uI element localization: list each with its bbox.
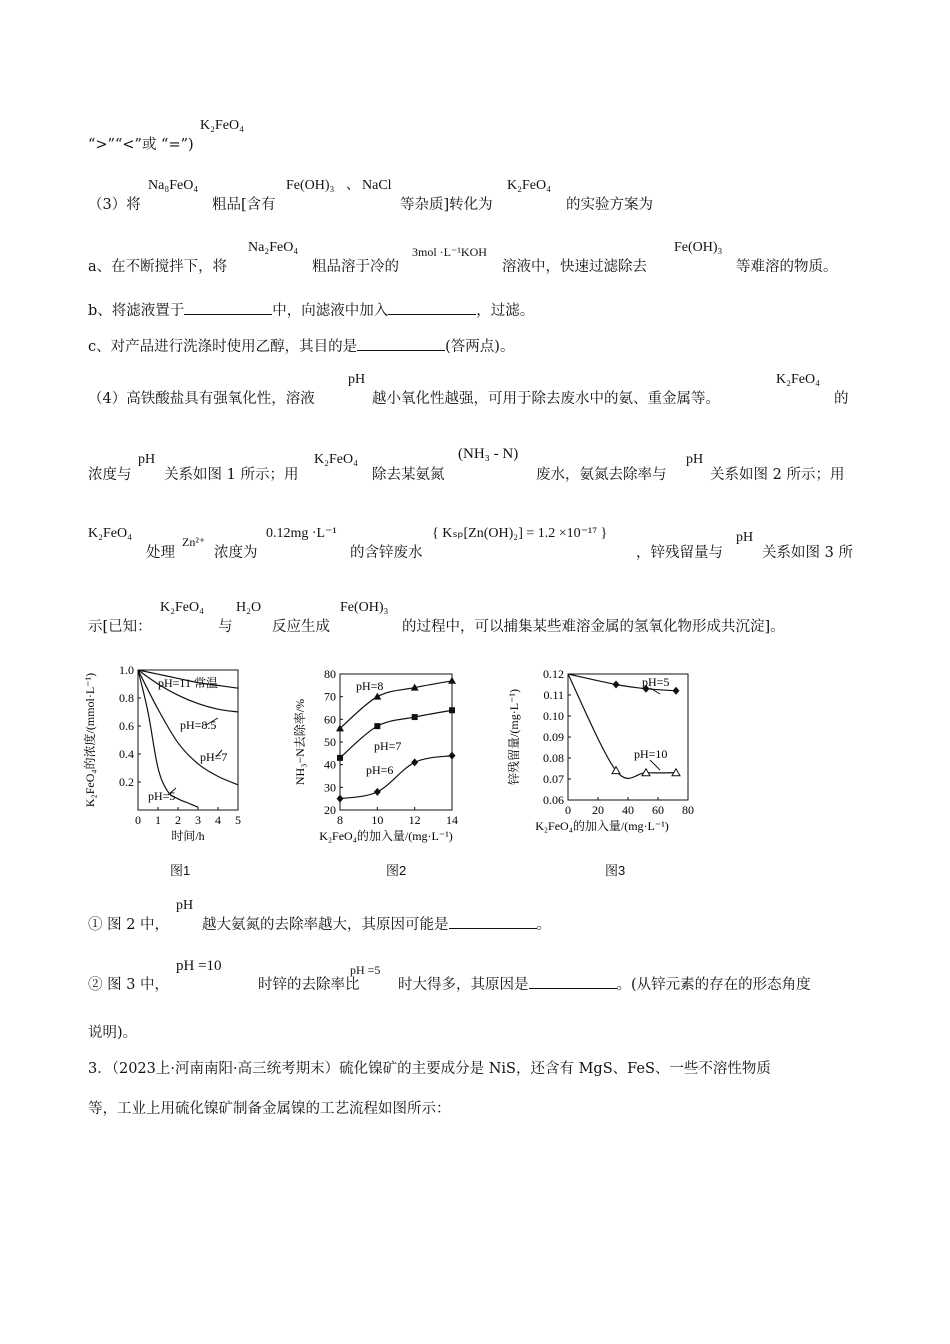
formula-feoh3: Fe(OH)₃	[286, 178, 335, 193]
q4-line2-text-4: 废水，氨氮去除率与	[536, 467, 667, 483]
x-tick-label: 5	[235, 813, 241, 827]
x-tick-label: 8	[337, 813, 343, 827]
series-label: pH=10	[634, 747, 668, 761]
answer-blank-c[interactable]	[357, 338, 445, 351]
data-point	[337, 795, 344, 803]
data-point	[373, 693, 381, 700]
x-tick-label: 80	[682, 803, 694, 817]
data-point	[673, 687, 680, 695]
q4-line3-text-3: 的含锌废水	[350, 545, 423, 561]
x-tick-label: 4	[215, 813, 221, 827]
step-a-text-2: 粗品溶于冷的	[312, 259, 399, 275]
data-point	[448, 677, 456, 684]
figure-1-chart	[80, 660, 260, 850]
formula-ph5: pH =5	[350, 963, 381, 977]
q3-text-4: 的实验方案为	[566, 197, 653, 213]
q4-line1-text-2: 越小氧化性越强，可用于除去废水中的氨、重金属等。	[372, 391, 720, 407]
data-point	[613, 681, 620, 689]
step-b-text-3: ，过滤。	[476, 303, 535, 319]
formula-k2feo4-q4: K₂FeO₄	[776, 372, 820, 387]
q4-line3-text-4: ，锌残留量与	[636, 545, 723, 561]
y-tick-label: 80	[324, 667, 336, 681]
q4-line2-text-5: 关系如图 2 所示；用	[710, 467, 845, 483]
formula-feoh3-a: Fe(OH)₃	[674, 240, 723, 255]
answer-blank-b2[interactable]	[388, 302, 476, 315]
x-tick-label: 60	[652, 803, 664, 817]
q4-line2-text-2: 关系如图 1 所示；用	[164, 467, 299, 483]
answer-blank-sub1[interactable]	[449, 916, 537, 929]
x-tick-label: 1	[155, 813, 161, 827]
figure-3-caption: 图3	[605, 863, 626, 878]
y-tick-label: 30	[324, 780, 336, 795]
y-tick-label: 40	[324, 757, 336, 772]
series-label: pH=8	[356, 679, 384, 693]
formula-ph-sub1: pH	[176, 898, 194, 913]
step-c	[88, 338, 514, 356]
y-tick-label: 1.0	[119, 663, 134, 677]
formula-k2feo4: K₂FeO₄	[507, 178, 551, 193]
sub2-text-4: 。(从锌元素的存在的形态角度	[616, 977, 811, 993]
y-axis-label: NH₃−N去除率/%	[293, 698, 307, 786]
answer-blank-b1[interactable]	[184, 302, 272, 315]
y-tick-label: 0.12	[543, 667, 564, 681]
q4-line4-text-4: 的过程中，可以捕集某些难溶金属的氢氧化物形成共沉淀]。	[402, 619, 785, 635]
x-tick-label: 3	[195, 813, 201, 827]
q4-line3-text-5: 关系如图 3 所	[762, 545, 853, 561]
step-a-text-4: 等难溶的物质。	[736, 259, 838, 275]
step-a-text-3: 溶液中，快速过滤除去	[502, 259, 647, 275]
q3-next-line-2: 等，工业上用硫化镍矿制备金属镍的工艺流程如图所示：	[88, 1101, 451, 1117]
q3-next-line-1: 3．（2023上·河南南阳·高三统考期末）硫化镍矿的主要成分是 NiS，还含有 MgS、FeS、一些不溶性物质	[88, 1061, 771, 1077]
y-tick-label: 0.2	[119, 775, 134, 789]
formula-ksp: { Kₛₚ[Zn(OH)₂] = 1.2 ×10⁻¹⁷ }	[432, 526, 608, 541]
sub1-text-3: 。	[536, 917, 551, 933]
q4-line1-text-3: 的	[834, 391, 849, 407]
formula-feoh3-4: Fe(OH)₃	[340, 600, 389, 615]
formula-ph: pH	[348, 372, 366, 387]
formula-ph-3: pH	[686, 452, 704, 467]
x-tick-label: 14	[446, 813, 458, 827]
sub2-text-5: 说明)。	[88, 1025, 138, 1041]
formula-ph-2: pH	[138, 452, 156, 467]
q3-text-2: 粗品[含有	[212, 197, 276, 213]
q4-line3-text-2: 浓度为	[214, 545, 258, 561]
step-b-text-1: b、将滤液置于	[88, 303, 185, 319]
formula-ph-4: pH	[736, 530, 754, 545]
y-tick-label: 0.07	[543, 772, 564, 786]
y-tick-label: 0.06	[543, 793, 564, 807]
x-axis-label: K₂FeO₄的加入量/(mg·L⁻¹)	[319, 829, 453, 843]
q4-line4-text-1: 示[已知：	[88, 619, 152, 635]
q4-line3-text-1: 处理	[146, 545, 175, 561]
data-point	[449, 752, 456, 760]
series-label: pH=6	[366, 763, 394, 777]
formula-h2o: H₂O	[236, 600, 262, 615]
figure-1-caption: 图1	[170, 863, 191, 878]
x-tick-label: 12	[408, 813, 421, 827]
figure-3-chart	[500, 660, 720, 850]
formula-zn: Zn²⁺	[182, 535, 206, 549]
q3-text-1: （3）将	[88, 197, 141, 213]
sub2-text-1: ② 图 3 中，	[88, 977, 170, 993]
q4-line4-text-2: 与	[218, 619, 233, 635]
data-point	[374, 788, 381, 796]
y-tick-label: 50	[324, 735, 336, 749]
y-tick-label: 0.09	[543, 730, 564, 744]
series-label: pH=8.5	[180, 718, 217, 732]
series-label: pH=7	[200, 750, 228, 764]
data-point	[449, 707, 455, 713]
x-axis-label: K₂FeO₄的加入量/(mg·L⁻¹)	[535, 819, 669, 833]
step-b	[88, 302, 534, 320]
figure-2-chart	[290, 660, 490, 850]
sub2-text-3: 时大得多，其原因是	[398, 977, 529, 993]
y-tick-label: 0.6	[119, 719, 134, 733]
step-c-text-1: c、对产品进行洗涤时使用乙醇，其目的是	[88, 339, 358, 355]
x-tick-label: 10	[371, 813, 384, 827]
x-tick-label: 20	[592, 803, 604, 817]
y-tick-label: 0.11	[543, 688, 564, 702]
data-point	[412, 714, 418, 720]
y-tick-label: 0.8	[119, 691, 134, 705]
formula-conc: 0.12mg ·L⁻¹	[266, 526, 337, 541]
formula-k2feo4-top: K₂FeO₄	[200, 118, 244, 133]
y-tick-label: 60	[324, 712, 336, 727]
data-point	[374, 723, 380, 729]
x-axis-label: 时间/h	[171, 829, 205, 843]
step-c-text-2: (答两点)。	[445, 339, 515, 355]
y-tick-label: 70	[324, 689, 336, 704]
series-label: pH=11 常温	[158, 676, 218, 690]
y-tick-label: 0.10	[543, 709, 564, 723]
q4-line1-text-1: （4）高铁酸盐具有强氧化性，溶液	[88, 391, 315, 407]
q4-line2-text-3: 除去某氨氮	[372, 467, 445, 483]
x-tick-label: 0	[135, 813, 141, 827]
compare-text: “>”“<”或 “=”)	[88, 137, 194, 153]
formula-nh3n: (NH₃ - N)	[458, 446, 519, 462]
formula-na2feo4: Na₂FeO₄	[248, 240, 299, 255]
label-leader	[650, 760, 660, 770]
sub2-text-2: 时锌的去除率比	[258, 977, 360, 993]
series-label: pH=7	[374, 739, 402, 753]
formula-k2feo4-4: K₂FeO₄	[160, 600, 204, 615]
formula-koh: 3mol ·L⁻¹KOH	[412, 245, 487, 259]
sub2-line	[398, 976, 811, 994]
q4-line2-text-1: 浓度与	[88, 467, 132, 483]
sub1-text-2: 越大氨氮的去除率越大，其原因可能是	[202, 917, 449, 933]
formula-nacl: NaCl	[362, 178, 392, 193]
y-tick-label: 0.4	[119, 747, 134, 761]
separator: 、	[346, 178, 360, 193]
plot-frame	[568, 674, 688, 800]
data-point	[411, 758, 418, 766]
formula-k2feo4-3: K₂FeO₄	[88, 526, 132, 541]
y-axis-label: K₂FeO₄的浓度/(mmol·L⁻¹)	[83, 672, 97, 808]
series-label: pH=5	[148, 789, 176, 803]
formula-ph10: pH =10	[176, 958, 222, 974]
x-tick-label: 0	[565, 803, 571, 817]
data-point	[337, 755, 343, 761]
x-tick-label: 2	[175, 813, 181, 827]
step-a-text-1: a、在不断搅拌下，将	[88, 259, 228, 275]
sub1-text-1: ① 图 2 中，	[88, 917, 170, 933]
x-tick-label: 40	[622, 803, 634, 817]
y-axis-label: 锌残留量/(mg·L⁻¹)	[507, 689, 521, 785]
q3-text-3: 等杂质]转化为	[400, 197, 493, 213]
formula-k2feo4-2: K₂FeO₄	[314, 452, 358, 467]
series-label: pH=5	[642, 675, 670, 689]
y-tick-label: 20	[324, 803, 336, 817]
step-b-text-2: 中，向滤液中加入	[272, 303, 389, 319]
series-line	[340, 756, 452, 799]
y-tick-label: 0.08	[543, 751, 564, 765]
formula-na8feo4: Na₈FeO₄	[148, 178, 199, 193]
sub1-line	[202, 916, 551, 934]
answer-blank-sub2[interactable]	[529, 976, 617, 989]
figure-2-caption: 图2	[386, 863, 407, 878]
q4-line4-text-3: 反应生成	[272, 619, 330, 635]
